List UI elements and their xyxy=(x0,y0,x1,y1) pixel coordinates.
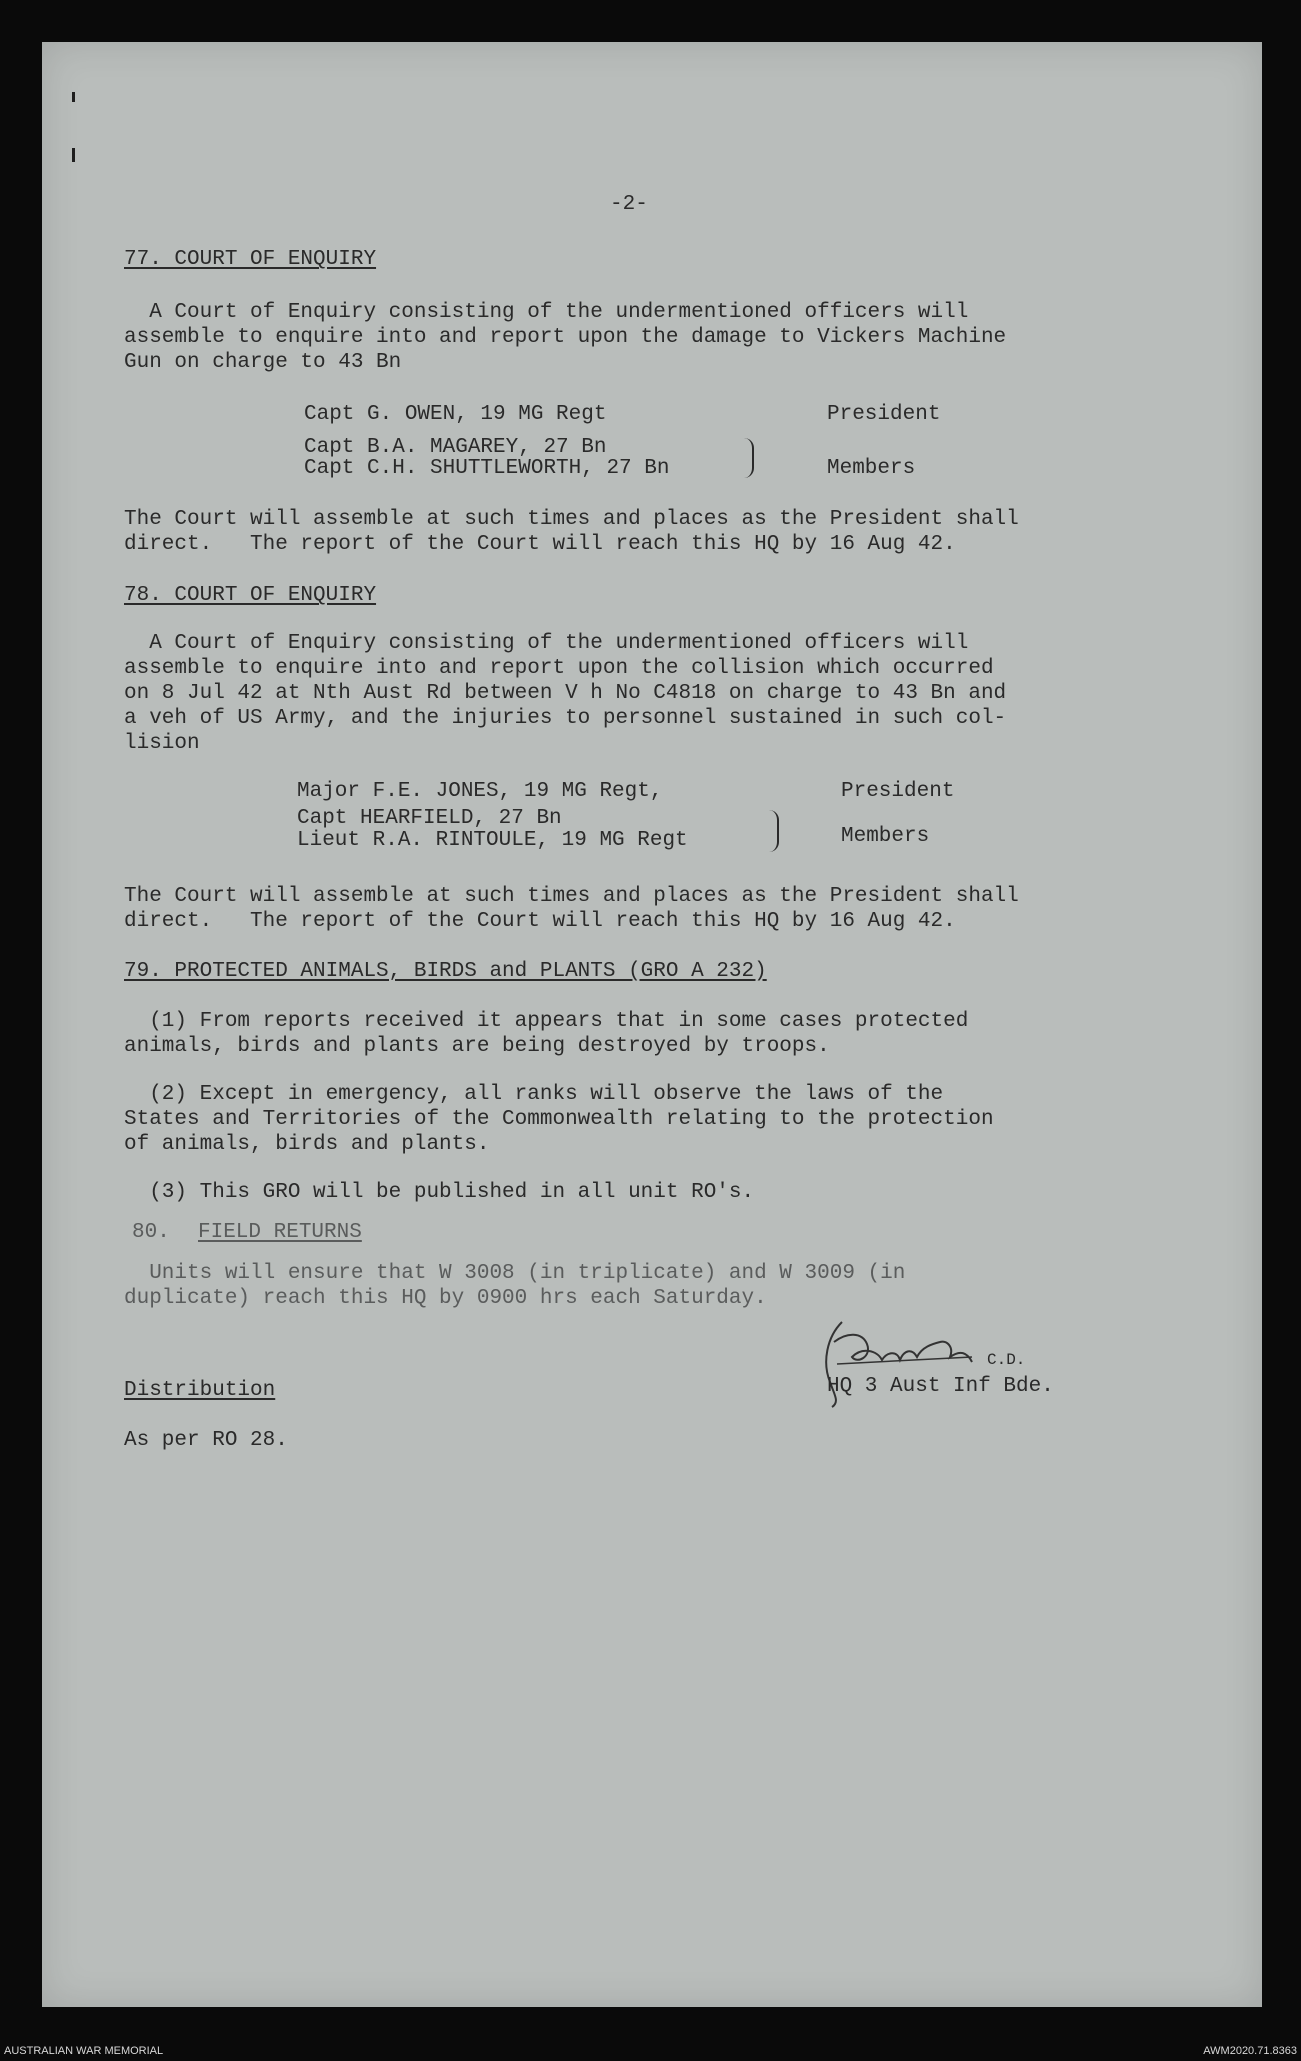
footer-right: AWM2020.71.8363 xyxy=(1203,2045,1297,2057)
item-79-para3: (3) This GRO will be published in all unit RO's. xyxy=(124,1181,755,1204)
item-80-heading: FIELD RETURNS xyxy=(198,1221,362,1244)
item-77-line: A Court of Enquiry consisting of the undermentioned officers will xyxy=(124,301,969,324)
item-79-heading: 79. PROTECTED ANIMALS, BIRDS and PLANTS (GRO A 232) xyxy=(124,960,767,983)
item-77-member-role: President xyxy=(827,403,941,426)
item-77-line: Gun on charge to 43 Bn xyxy=(124,351,402,374)
item-78-closing: direct. The report of the Court will reach this HQ by 16 Aug 42. xyxy=(124,910,956,933)
item-80-line: Units will ensure that W 3008 (in triplicate) and W 3009 (in xyxy=(124,1262,906,1285)
members-brace xyxy=(767,810,779,852)
item-80-line: duplicate) reach this HQ by 0900 hrs each Saturday. xyxy=(124,1287,767,1310)
item-78-heading: 78. COURT OF ENQUIRY xyxy=(124,584,377,607)
item-78-line: a veh of US Army, and the injuries to personnel sustained in such col- xyxy=(124,707,1007,730)
item-78-member-name: Major F.E. JONES, 19 MG Regt, xyxy=(297,780,663,803)
item-79-para2: (2) Except in emergency, all ranks will observe the laws of the xyxy=(124,1083,944,1106)
item-77-line: assemble to enquire into and report upon the damage to Vickers Machine xyxy=(124,326,1007,349)
distribution-heading: Distribution xyxy=(124,1379,276,1402)
item-78-member-name: Capt HEARFIELD, 27 Bn xyxy=(297,807,562,830)
item-79-para2: States and Territories of the Commonwealth relating to the protection xyxy=(124,1108,994,1131)
item-78-line: lision xyxy=(124,732,200,755)
distribution-text: As per RO 28. xyxy=(124,1429,288,1452)
item-77-member-name: Capt B.A. MAGAREY, 27 Bn xyxy=(304,436,607,459)
item-79-para1: animals, birds and plants are being destroyed by troops. xyxy=(124,1035,830,1058)
item-77-member-name: Capt G. OWEN, 19 MG Regt xyxy=(304,403,607,426)
item-77-closing: direct. The report of the Court will reach this HQ by 16 Aug 42. xyxy=(124,533,956,556)
binding-mark xyxy=(72,148,75,162)
item-80-number: 80. xyxy=(132,1221,170,1244)
item-77-heading: 77. COURT OF ENQUIRY xyxy=(124,248,377,271)
item-78-line: assemble to enquire into and report upon the collision which occurred xyxy=(124,657,994,680)
item-77-closing: The Court will assemble at such times and places as the President shall xyxy=(124,508,1019,531)
item-79-para1: (1) From reports received it appears that in some cases protected xyxy=(124,1010,969,1033)
item-78-closing: The Court will assemble at such times and places as the President shall xyxy=(124,885,1019,908)
signature-rank: C.D. xyxy=(987,1351,1026,1369)
item-78-member-role: Members xyxy=(841,825,930,848)
document-page xyxy=(42,42,1262,2007)
item-78-line: A Court of Enquiry consisting of the undermentioned officers will xyxy=(124,632,969,655)
members-brace xyxy=(742,438,754,478)
item-77-member-role: Members xyxy=(827,457,916,480)
page-number: -2- xyxy=(610,193,648,216)
binding-mark xyxy=(72,92,75,102)
item-79-para2: of animals, birds and plants. xyxy=(124,1133,490,1156)
item-77-member-name: Capt C.H. SHUTTLEWORTH, 27 Bn xyxy=(304,457,670,480)
item-78-member-name: Lieut R.A. RINTOULE, 19 MG Regt xyxy=(297,829,688,852)
item-78-member-role: President xyxy=(841,780,955,803)
signature-unit: HQ 3 Aust Inf Bde. xyxy=(827,1375,1054,1398)
item-78-line: on 8 Jul 42 at Nth Aust Rd between V h No C4818 on charge to 43 Bn and xyxy=(124,682,1007,705)
footer-left: AUSTRALIAN WAR MEMORIAL xyxy=(4,2045,164,2057)
